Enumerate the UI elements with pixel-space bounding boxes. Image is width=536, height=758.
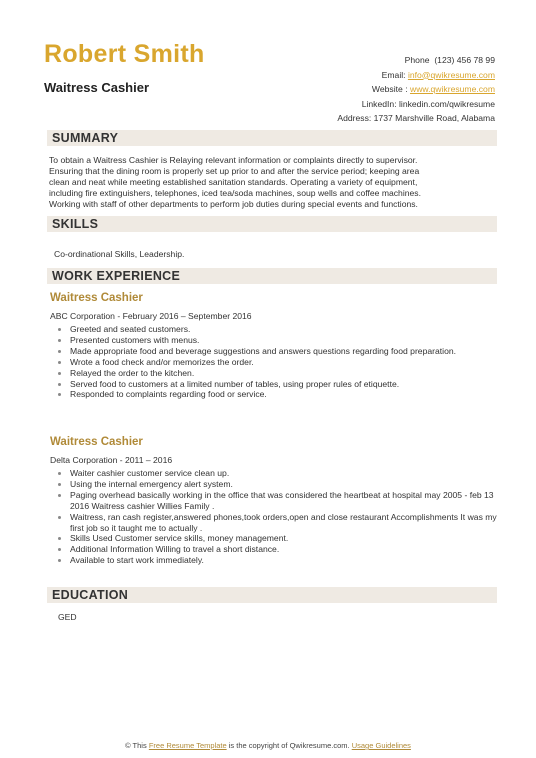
education-section-header bbox=[47, 587, 497, 603]
list-item: • Responded to complaints regarding food or service. bbox=[70, 389, 510, 400]
summary-heading: SUMMARY bbox=[52, 131, 119, 145]
address-value: 1737 Marshville Road, Alabama bbox=[373, 113, 495, 123]
address-label: Address: bbox=[337, 113, 372, 123]
list-item: • Relayed the order to the kitchen. bbox=[70, 368, 510, 379]
contact-address bbox=[215, 111, 495, 126]
education-text: GED bbox=[58, 612, 77, 622]
experience-section-header bbox=[47, 268, 497, 284]
resume-job-title: Waitress Cashier bbox=[44, 80, 150, 95]
list-item: • Served food to customers at a limited number of tables, using proper rules of etiquette. bbox=[70, 379, 510, 390]
linkedin-value: linkedin.com/qwikresume bbox=[399, 98, 495, 109]
experience-heading: WORK EXPERIENCE bbox=[52, 269, 181, 283]
footer-prefix: © This bbox=[125, 741, 147, 750]
job-role: Waitress Cashier bbox=[50, 436, 143, 448]
list-item: • Available to start work immediately. bbox=[70, 555, 510, 566]
job-bullets bbox=[58, 468, 510, 566]
summary-line: Working with staff of other departments to perform job duties during special events and functions. bbox=[49, 198, 418, 209]
linkedin-label: LinkedIn: bbox=[361, 98, 397, 109]
list-item: • Wrote a food check and/or memorizes the order. bbox=[70, 357, 510, 368]
footer bbox=[0, 741, 536, 750]
list-item: • Skills Used Customer service skills, money management. bbox=[70, 533, 510, 544]
phone-label: Phone bbox=[404, 55, 430, 65]
summary-line: To obtain a Waitress Cashier is Relaying relevant information or complaints directly to supervisor. bbox=[49, 155, 418, 165]
list-item: • Using the internal emergency alert system. bbox=[70, 479, 510, 490]
resume-name: Robert Smith bbox=[44, 40, 205, 68]
summary-line: Ensuring that the dining room is properly set up prior to and after the service period; keeping area bbox=[49, 165, 420, 176]
email-link[interactable]: info@qwikresume.com bbox=[407, 69, 495, 80]
contact-website bbox=[215, 82, 495, 97]
job-company: Delta Corporation - 2011 – 2016 bbox=[50, 455, 173, 465]
education-heading: EDUCATION bbox=[52, 588, 129, 602]
free-resume-template-link[interactable]: Free Resume Template bbox=[148, 741, 227, 750]
footer-middle: is the copyright of Qwikresume.com. bbox=[228, 741, 350, 750]
contact-block bbox=[215, 53, 495, 126]
summary-section-header bbox=[47, 130, 497, 146]
contact-phone bbox=[215, 53, 495, 68]
website-label: Website : bbox=[371, 84, 408, 94]
email-label: Email: bbox=[381, 69, 406, 80]
job-bullets bbox=[58, 324, 510, 400]
summary-line: including fire extinguishers, telephones, iced tea/soda machines, soup wells and coffee machines. bbox=[49, 187, 421, 198]
list-item: • Greeted and seated customers. bbox=[70, 324, 510, 335]
contact-linkedin bbox=[215, 97, 495, 112]
website-link[interactable]: www.qwikresume.com bbox=[409, 84, 495, 94]
usage-guidelines-link[interactable]: Usage Guidelines bbox=[351, 741, 411, 750]
list-item: • Waitress, ran cash register,answered phones,took orders,open and close restaurant Accomplishments It was my first job so it taught me to actually . bbox=[70, 512, 510, 534]
skills-section-header bbox=[47, 216, 497, 232]
contact-email bbox=[215, 68, 495, 83]
job-role: Waitress Cashier bbox=[50, 292, 143, 304]
list-item: • Presented customers with menus. bbox=[70, 335, 510, 346]
skills-text: Co-ordinational Skills, Leadership. bbox=[54, 249, 185, 259]
list-item: • Additional Information Willing to travel a short distance. bbox=[70, 544, 510, 555]
summary-line: clean and neat while meeting established sanitation standards. Operating a variety of equipment, bbox=[49, 176, 418, 187]
phone-value: (123) 456 78 99 bbox=[434, 55, 495, 65]
summary-text bbox=[49, 155, 497, 210]
skills-heading: SKILLS bbox=[52, 217, 99, 231]
list-item: • Paging overhead basically working in the office that was considered the heartbeat at hospital may 2005 - feb 13 2016 Waitress cashier Willies Family . bbox=[70, 490, 510, 512]
job-company: ABC Corporation - February 2016 – September 2016 bbox=[50, 311, 252, 321]
list-item: • Waiter cashier customer service clean up. bbox=[70, 468, 510, 479]
list-item: • Made appropriate food and beverage suggestions and answers questions regarding food preparation. bbox=[70, 346, 510, 357]
